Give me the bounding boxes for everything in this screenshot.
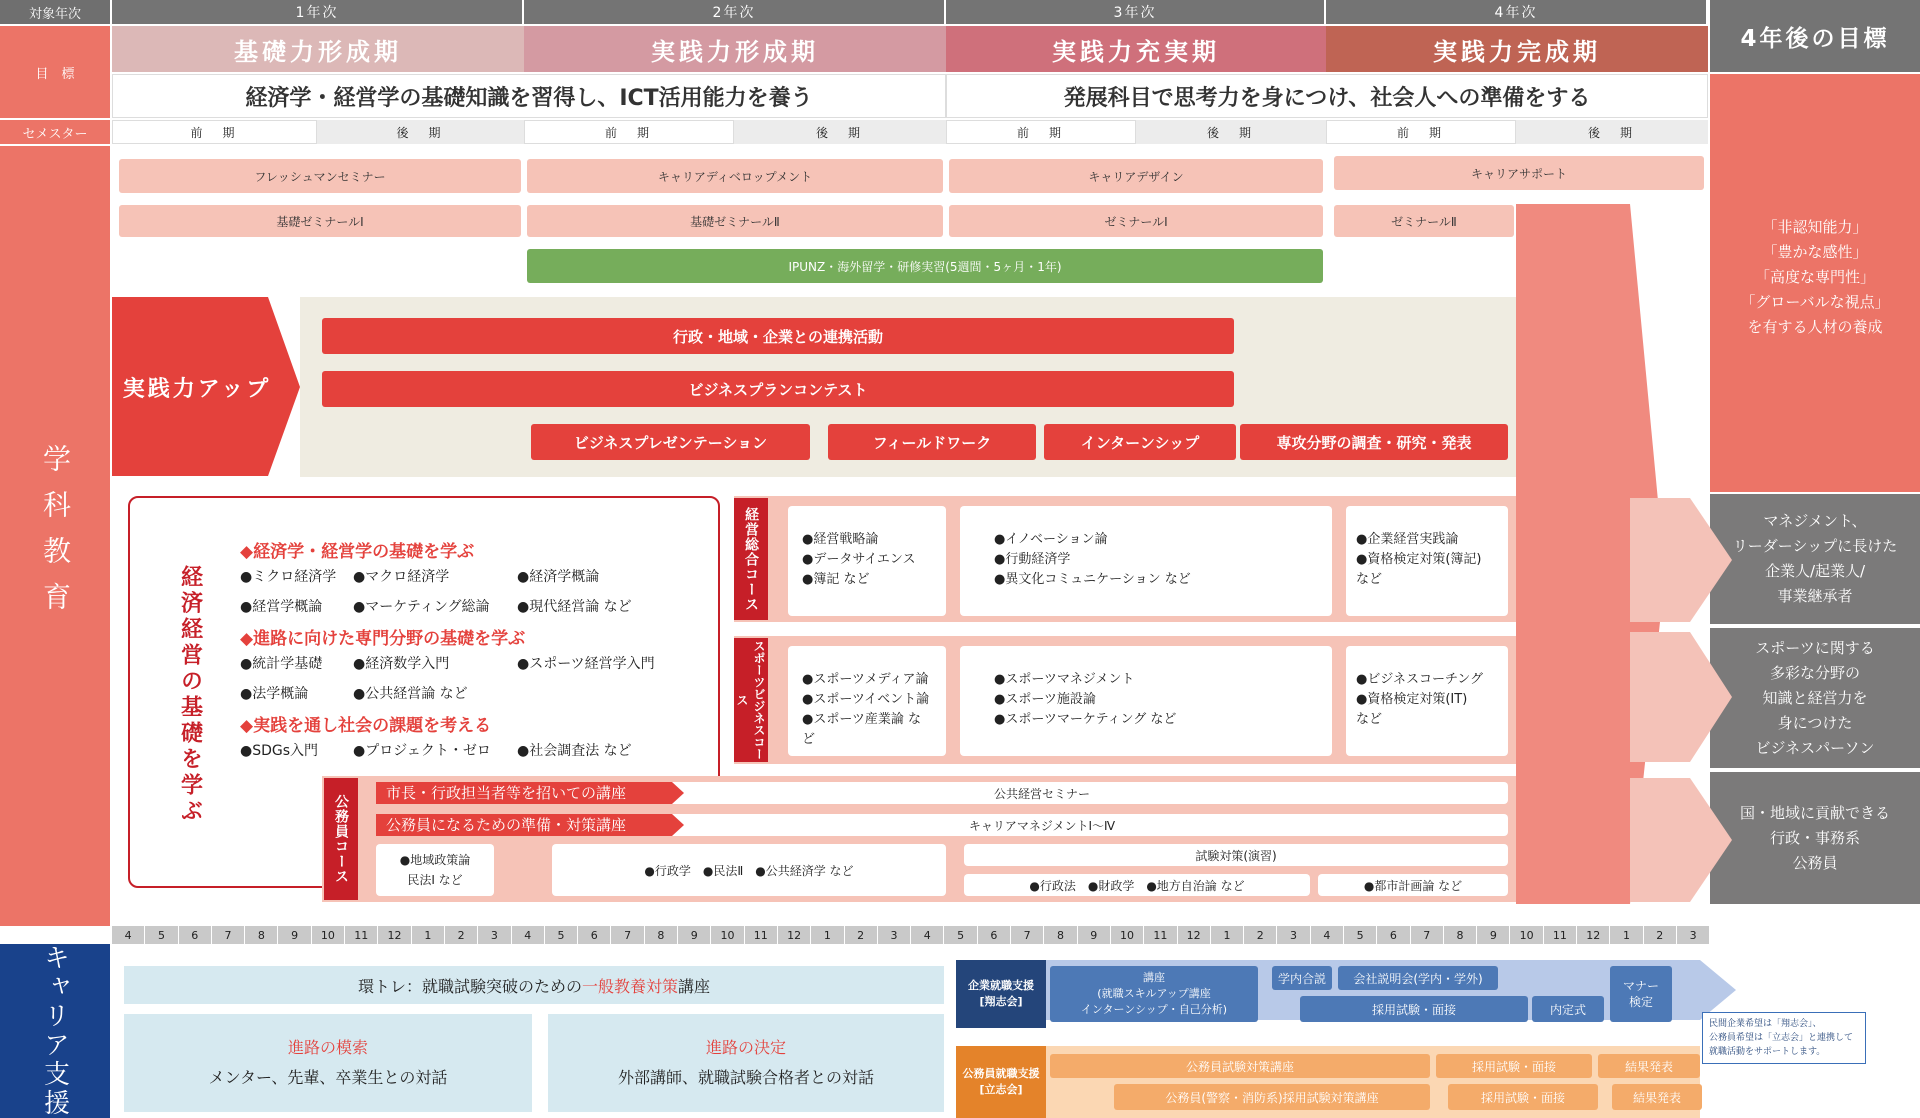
basics-heading-2: ◆進路に向けた専門分野の基礎を学ぶ (240, 629, 526, 649)
police-exam-result: 結果発表 (1612, 1084, 1702, 1110)
course-item: ●スポーツマネジメント (994, 672, 1135, 687)
seminar-career-support: キャリアサポート (1334, 156, 1704, 190)
public-career-text: キャリアマネジメントⅠ〜Ⅳ (968, 818, 1116, 833)
practice-up-label: 実践力アップ (122, 376, 272, 402)
academic-label: 学科教育 (0, 146, 110, 926)
month-cell: 11 (1544, 926, 1577, 944)
month-cell: 3 (1677, 926, 1710, 944)
month-cell: 3 (478, 926, 511, 944)
public-seminar-text: 公共経営セミナー (993, 786, 1090, 801)
month-cell: 11 (1144, 926, 1177, 944)
corp-lecture (1050, 966, 1258, 1022)
target-line: 企業人/起業人/ (1764, 562, 1866, 580)
seminar-freshman: フレッシュマンセミナー (119, 159, 521, 193)
corp-manner (1610, 966, 1672, 1022)
target-line: ビジネスパーソン (1755, 738, 1875, 757)
month-cell: 7 (212, 926, 245, 944)
sports-course-label: スポーツビジネスコース (735, 640, 766, 760)
month-cell: 7 (1411, 926, 1444, 944)
course-item: ●地域政策論 (399, 853, 471, 867)
month-cell: 1 (811, 926, 844, 944)
course-item: 民法Ⅰ など (407, 873, 463, 887)
public-exam-1: ●行政法 ●財政学 ●地方自治論 など (964, 874, 1310, 896)
target-line: リーダーシップに長けた (1732, 537, 1898, 555)
month-cell: 8 (645, 926, 678, 944)
seminar-1: ゼミナールⅠ (949, 205, 1323, 237)
target-line: 行政・事務系 (1769, 828, 1860, 847)
public-lecture-2-text: 公務員になるための準備・対策講座 (386, 816, 627, 834)
year-1-header: 1年次 (112, 0, 524, 24)
month-cell: 1 (412, 926, 445, 944)
semester-3-first: 前 期 (946, 120, 1136, 144)
goal-text-2: 発展科目で思考力を身につけ、社会人への準備をする (946, 74, 1708, 118)
seminar-career-development: キャリアディベロップメント (527, 159, 943, 193)
month-cell: 1 (1610, 926, 1643, 944)
year-3-header: 3年次 (946, 0, 1326, 24)
corp-setsumeikai: 会社説明会(学内・学外) (1338, 966, 1498, 990)
public-exam-interview: 採用試験・面接 (1436, 1054, 1592, 1078)
month-cell: 2 (1644, 926, 1677, 944)
corp-lecture-line: インターンシップ・自己分析) (1080, 1003, 1228, 1016)
target-line: 公務員 (1792, 853, 1838, 872)
basics-item: ●プロジェクト・ゼロ (353, 743, 491, 759)
public-exam-bar: 試験対策(演習) (964, 844, 1508, 866)
month-cell: 1 (1211, 926, 1244, 944)
career-box-text: 外部講師、就職試験合格者との対話 (617, 1068, 874, 1087)
month-cell: 2 (1244, 926, 1277, 944)
kantore-text: 環トレ：就職試験突破のための (357, 976, 582, 996)
month-cell: 11 (345, 926, 378, 944)
year-4-header: 4年次 (1326, 0, 1708, 24)
public-exam-2: ●都市計画論 など (1318, 874, 1508, 896)
month-cell: 6 (179, 926, 212, 944)
target-main-line: を有する人材の養成 (1747, 318, 1883, 336)
month-cell: 9 (1078, 926, 1111, 944)
month-cell: 12 (778, 926, 811, 944)
practice-internship: インターンシップ (1044, 424, 1236, 460)
corp-lecture-line: 講座 (1143, 971, 1165, 984)
management-course-label: 経営総合コース (734, 498, 768, 620)
semester-2-first: 前 期 (524, 120, 734, 144)
month-cell: 6 (978, 926, 1011, 944)
basics-item: ●社会調査法 など (517, 743, 632, 759)
note-line: 公務員希望は「立志会」と連携して (1709, 1033, 1854, 1043)
semester-4-second: 後 期 (1516, 120, 1708, 144)
career-box-explore (124, 1014, 532, 1112)
career-box-decide (548, 1014, 944, 1112)
month-cell: 4 (512, 926, 545, 944)
course-item: ●経営戦略論 (802, 532, 879, 547)
career-box-text: メンター、先輩、卒業生との対話 (208, 1068, 448, 1087)
course-item: ●資格検定対策(簿記) (1356, 552, 1482, 567)
month-cell: 11 (745, 926, 778, 944)
semester-4-first: 前 期 (1326, 120, 1516, 144)
course-item: ●イノベーション論 (994, 532, 1108, 547)
month-cell: 3 (878, 926, 911, 944)
month-cell: 10 (1510, 926, 1543, 944)
month-cell: 6 (578, 926, 611, 944)
goal-label: 目 標 (0, 26, 110, 118)
month-cell: 2 (845, 926, 878, 944)
career-box-title: 進路の模索 (287, 1038, 368, 1057)
target-main-line: 「グローバルな視点」 (1740, 293, 1890, 311)
note-line: 就職活動をサポートします。 (1709, 1047, 1826, 1057)
public-label-line: [立志会] (979, 1083, 1023, 1096)
basics-item: ●マーケティング総論 (353, 599, 490, 615)
month-cell: 12 (378, 926, 411, 944)
target-year-label: 対象年次 (0, 0, 110, 24)
semester-label: セメスター (0, 120, 110, 144)
corp-saiyou: 採用試験・面接 (1300, 996, 1528, 1022)
course-item: ●スポーツ施設論 (994, 692, 1096, 707)
note-line: 民間企業希望は「翔志会」、 (1709, 1019, 1822, 1029)
basics-item: ●現代経営論 など (517, 599, 632, 615)
basics-item: ●ミクロ経済学 (240, 569, 337, 585)
course-item: ●行動経済学 (994, 552, 1071, 567)
sports-col-2 (960, 646, 1332, 756)
practice-research: 専攻分野の調査・研究・発表 (1240, 424, 1508, 460)
basics-item: ●統計学基礎 (240, 656, 323, 672)
corp-manner-line: 検定 (1628, 995, 1653, 1009)
target-line: 知識と経営力を (1762, 688, 1868, 707)
course-item: など (1356, 712, 1383, 727)
public-exam-result: 結果発表 (1598, 1054, 1700, 1078)
month-cell: 5 (1344, 926, 1377, 944)
month-cell: 9 (278, 926, 311, 944)
basics-item: ●経済数学入門 (353, 656, 450, 672)
month-cell: 10 (1111, 926, 1144, 944)
corp-lecture-line: (就職スキルアップ講座 (1097, 987, 1211, 1000)
kantore-text: 講座 (678, 976, 711, 996)
month-cell: 4 (911, 926, 944, 944)
career-label: キャリア支援 (0, 944, 110, 1118)
public-exam-course: 公務員試験対策講座 (1050, 1054, 1430, 1078)
course-item: ●スポーツメディア論 (802, 672, 929, 687)
corp-naitei: 内定式 (1532, 996, 1604, 1022)
public-support-label (956, 1046, 1046, 1118)
management-col-3 (1346, 506, 1508, 616)
basics-item: ●公共経営論 など (353, 686, 468, 702)
kantore-highlight: 一般教養対策 (581, 976, 678, 996)
basics-item: ●法学概論 (240, 686, 309, 702)
career-box-title: 進路の決定 (705, 1038, 786, 1057)
course-item: ●簿記 など (802, 572, 870, 587)
public-label-line: 公務員就職支援 (962, 1067, 1040, 1080)
semester-3-second: 後 期 (1136, 120, 1326, 144)
public-target-arrow (1630, 778, 1732, 902)
month-cell: 12 (1577, 926, 1610, 944)
basics-item: ●経済学概論 (517, 569, 600, 585)
target-line: 多彩な分野の (1769, 663, 1860, 682)
corp-label-line: 企業就職支援 (968, 979, 1034, 992)
month-cell: 5 (944, 926, 977, 944)
corp-gakunai: 学内合説 (1272, 966, 1332, 990)
phase-basic: 基礎力形成期 (112, 26, 524, 72)
semester-1-first: 前 期 (112, 120, 317, 144)
semester-1-second: 後 期 (317, 120, 524, 144)
phase-practice-complete: 実践力完成期 (1326, 26, 1708, 72)
target-line: 身につけた (1777, 713, 1853, 732)
public-course-label: 公務員コース (324, 778, 358, 900)
month-cell: 4 (112, 926, 145, 944)
corporate-support-label (956, 960, 1046, 1028)
month-cell: 9 (678, 926, 711, 944)
phase-practice-form: 実践力形成期 (524, 26, 946, 72)
basics-item: ●SDGs入門 (240, 743, 319, 759)
corp-label-line: [翔志会] (979, 995, 1023, 1008)
basics-heading-1: ◆経済学・経営学の基礎を学ぶ (240, 542, 475, 562)
career-note (1702, 1012, 1866, 1064)
practice-business-plan: ビジネスプランコンテスト (322, 371, 1234, 407)
year-2-header: 2年次 (524, 0, 946, 24)
month-cell: 2 (445, 926, 478, 944)
course-item: ●ビジネスコーチング (1356, 672, 1484, 687)
target-line: スポーツに関する (1755, 638, 1875, 657)
police-exam-course: 公務員(警察・消防系)採用試験対策講座 (1114, 1084, 1430, 1110)
public-col-1 (376, 844, 494, 896)
month-cell: 4 (1311, 926, 1344, 944)
course-item: ●企業経営実践論 (1356, 532, 1459, 547)
police-exam-interview: 採用試験・面接 (1448, 1084, 1598, 1110)
target-line: 事業継承者 (1777, 587, 1853, 605)
sports-col-1 (788, 646, 946, 756)
month-cell: 8 (1044, 926, 1077, 944)
management-target-arrow (1630, 498, 1732, 622)
public-lecture-1-text: 市長・行政担当者等を招いての講座 (386, 784, 627, 802)
target-main-line: 「高度な専門性」 (1754, 268, 1875, 286)
month-cell: 5 (145, 926, 178, 944)
seminar-2: ゼミナールⅡ (1334, 205, 1514, 237)
month-cell: 12 (1178, 926, 1211, 944)
course-item: ●データサイエンス (802, 552, 916, 567)
course-item: など (1356, 572, 1383, 587)
management-col-2 (960, 506, 1332, 616)
practice-presentation: ビジネスプレゼンテーション (531, 424, 810, 460)
month-cell: 3 (1277, 926, 1310, 944)
ipunz-bar: IPUNZ・海外留学・研修実習(5週間・5ヶ月・1年) (527, 249, 1323, 283)
basics-item: ●マクロ経済学 (353, 569, 450, 585)
basics-title: 経済経営の基礎を学ぶ (177, 565, 203, 825)
management-col-1 (788, 506, 946, 616)
target-title: 4年後の目標 (1710, 0, 1920, 72)
goal-text-1: 経済学・経営学の基礎知識を習得し、ICT活用能力を養う (112, 74, 946, 118)
course-item: ●異文化コミュニケーション など (994, 572, 1191, 587)
month-cell: 9 (1477, 926, 1510, 944)
target-main-line: 「豊かな感性」 (1762, 243, 1868, 261)
basics-heading-3: ◆実践を通し社会の課題を考える (240, 716, 492, 736)
seminar-basic-1: 基礎ゼミナールⅠ (119, 205, 521, 237)
months-row (112, 926, 1710, 944)
month-cell: 5 (545, 926, 578, 944)
month-cell: 7 (611, 926, 644, 944)
target-main-line: 「非認知能力」 (1762, 218, 1868, 236)
month-cell: 10 (312, 926, 345, 944)
phase-practice-enrich: 実践力充実期 (946, 26, 1326, 72)
kantore-bar (124, 966, 944, 1004)
sports-col-3 (1346, 646, 1508, 756)
course-item: ●スポーツマーケティング など (994, 712, 1177, 727)
month-cell: 8 (245, 926, 278, 944)
public-col-2: ●行政学 ●民法Ⅱ ●公共経済学 など (552, 844, 946, 896)
sports-target-arrow (1630, 632, 1732, 762)
seminar-basic-2: 基礎ゼミナールⅡ (527, 205, 943, 237)
practice-collaboration: 行政・地域・企業との連携活動 (322, 318, 1234, 354)
target-line: マネジメント、 (1763, 512, 1867, 530)
month-cell: 7 (1011, 926, 1044, 944)
target-line: 国・地域に貢献できる (1739, 803, 1890, 822)
course-item: ●スポーツイベント論 (802, 692, 930, 707)
basics-item: ●経営学概論 (240, 599, 323, 615)
month-cell: 6 (1377, 926, 1410, 944)
practice-fieldwork: フィールドワーク (828, 424, 1036, 460)
semester-2-second: 後 期 (734, 120, 946, 144)
course-item: ●スポーツ産業論 など (802, 712, 921, 747)
basics-item: ●スポーツ経営学入門 (517, 656, 655, 672)
corp-manner-line: マナー (1622, 979, 1659, 993)
month-cell: 10 (711, 926, 744, 944)
seminar-career-design: キャリアデザイン (949, 159, 1323, 193)
course-item: ●資格検定対策(IT) (1356, 692, 1468, 707)
month-cell: 8 (1444, 926, 1477, 944)
